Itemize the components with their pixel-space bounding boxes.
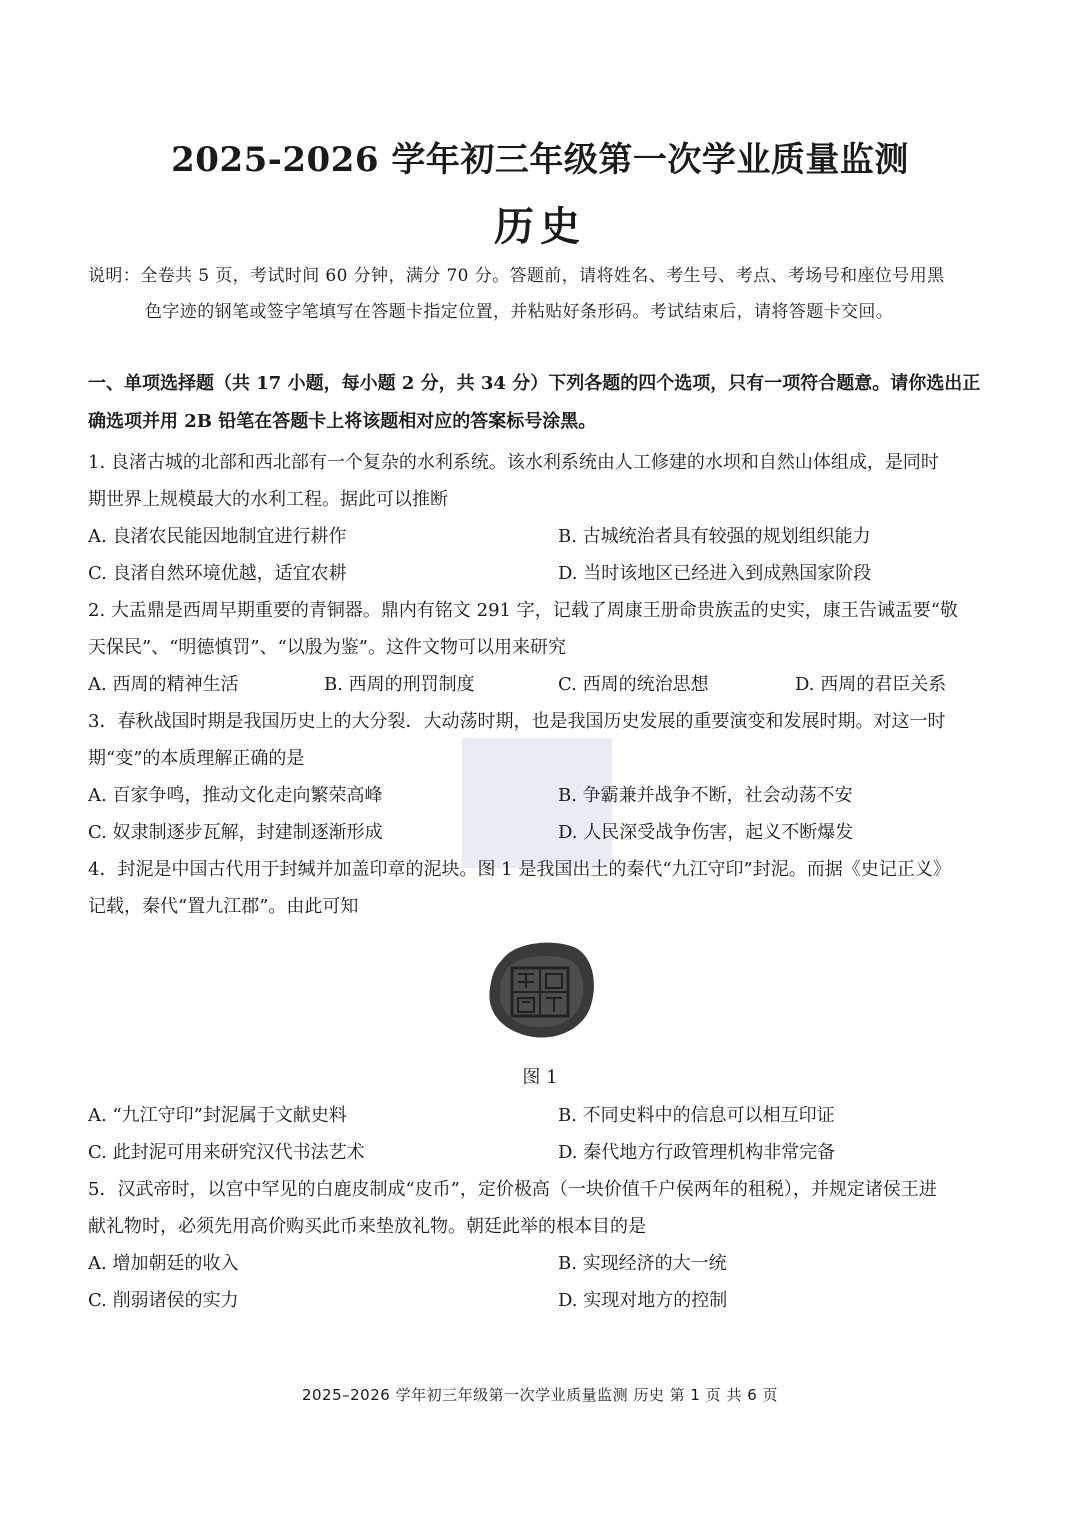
question-2-option-c: C. 西周的统治思想 [558, 674, 709, 695]
question-1-stem-2: 期世界上规模最大的水利工程。据此可以推断 [88, 489, 448, 510]
clay-seal-image [484, 938, 598, 1042]
instructions-line-1: 说明：全卷共 5 页，考试时间 60 分钟，满分 70 分。答题前，请将姓名、考生号、考点、考场号和座位号用黑 [88, 266, 945, 286]
question-1-option-c: C. 良渚自然环境优越，适宜农耕 [88, 563, 347, 584]
question-4-option-d: D. 秦代地方行政管理机构非常完备 [558, 1142, 836, 1163]
question-3-option-b: B. 争霸兼并战争不断，社会动荡不安 [558, 785, 853, 806]
instructions-line-2: 色字迹的钢笔或签字笔填写在答题卡指定位置，并粘贴好条形码。考试结束后，请将答题卡交回。 [145, 302, 894, 322]
section-heading-line-2: 确选项并用 2B 铅笔在答题卡上将该题相对应的答案标号涂黑。 [88, 411, 597, 432]
question-2-stem-1: 2. 大盂鼎是西周早期重要的青铜器。鼎内有铭文 291 字，记载了周康王册命贵族盂的史实，康王告诫盂要“敬 [88, 600, 958, 621]
question-5-option-c: C. 削弱诸侯的实力 [88, 1290, 239, 1311]
question-4-option-b: B. 不同史料中的信息可以相互印证 [558, 1105, 835, 1126]
question-4-stem-1: 4．封泥是中国古代用于封缄并加盖印章的泥块。图 1 是我国出土的秦代“九江守印”封泥。而据《史记正义》 [88, 859, 951, 880]
question-2-option-a: A. 西周的精神生活 [88, 674, 239, 695]
question-3-stem-2: 期“变”的本质理解正确的是 [88, 748, 305, 769]
figure-caption: 图 1 [522, 1067, 558, 1088]
question-1-stem-1: 1. 良渚古城的北部和西北部有一个复杂的水利系统。该水利系统由人工修建的水坝和自然山体组成，是同时 [88, 452, 939, 473]
question-3-option-d: D. 人民深受战争伤害，起义不断爆发 [558, 822, 854, 843]
question-5-option-b: B. 实现经济的大一统 [558, 1253, 727, 1274]
question-4-option-c: C. 此封泥可用来研究汉代书法艺术 [88, 1142, 365, 1163]
question-3-stem-1: 3．春秋战国时期是我国历史上的大分裂．大动荡时期，也是我国历史发展的重要演变和发展时期。对这一时 [88, 711, 946, 732]
exam-title: 2025-2026 学年初三年级第一次学业质量监测 [171, 140, 909, 180]
question-4-option-a: A. “九江守印”封泥属于文献史料 [88, 1105, 347, 1126]
question-1-option-b: B. 古城统治者具有较强的规划组织能力 [558, 526, 871, 547]
question-5-option-a: A. 增加朝廷的收入 [88, 1253, 239, 1274]
question-4-stem-2: 记载，秦代“置九江郡”。由此可知 [88, 896, 359, 917]
question-5-option-d: D. 实现对地方的控制 [558, 1290, 728, 1311]
question-5-stem-2: 献礼物时，必须先用高价购买此币来垫放礼物。朝廷此举的根本目的是 [88, 1216, 646, 1237]
question-2-option-d: D. 西周的君臣关系 [795, 674, 947, 695]
question-2-stem-2: 天保民”、“明德慎罚”、“以殷为鉴”。这件文物可以用来研究 [88, 637, 567, 658]
section-heading-line-1: 一、单项选择题（共 17 小题，每小题 2 分，共 34 分）下列各题的四个选项，只有一项符合题意。请你选出正 [88, 373, 981, 394]
question-1-option-a: A. 良渚农民能因地制宜进行耕作 [88, 526, 347, 547]
question-3-option-c: C. 奴隶制逐步瓦解，封建制逐渐形成 [88, 822, 383, 843]
question-5-stem-1: 5．汉武帝时，以宫中罕见的白鹿皮制成“皮币”，定价极高（一块价值千户侯两年的租税），并规定诸侯王进 [88, 1179, 937, 1200]
subject-title: 历史 [494, 203, 586, 250]
question-2-option-b: B. 西周的刑罚制度 [324, 674, 475, 695]
question-3-option-a: A. 百家争鸣，推动文化走向繁荣高峰 [88, 785, 383, 806]
question-1-option-d: D. 当时该地区已经进入到成熟国家阶段 [558, 563, 872, 584]
page-footer: 2025–2026 学年初三年级第一次学业质量监测 历史 第 1 页 共 6 页 [301, 1386, 779, 1404]
